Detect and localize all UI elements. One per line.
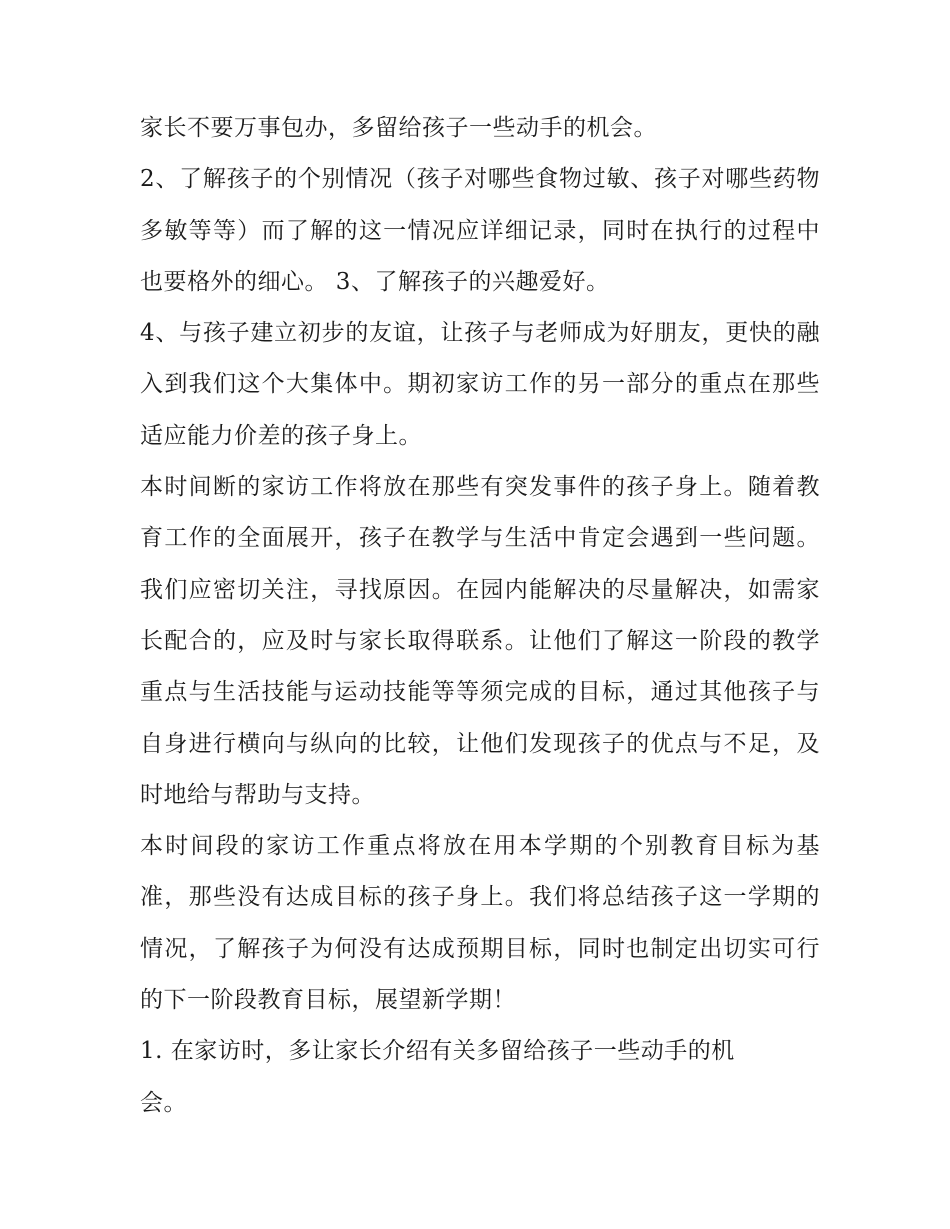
paragraph-5: 本时间段的家访工作重点将放在用本学期的个别教育目标为基准，那些没有达成目标的孩子身上。我们将总结孩子这一学期的情况，了解孩子为何没有达成预期目标，同时也制定出切实可行的下一阶段教育目标，展望新学期！	[140, 833, 820, 1014]
paragraph-3: 4、与孩子建立初步的友谊，让孩子与老师成为好朋友，更快的融入到我们这个大集体中。期初家访工作的另一部分的重点在那些适应能力价差的孩子身上。	[140, 320, 820, 449]
paragraph-2: 2、了解孩子的个别情况（孩子对哪些食物过敏、孩子对哪些药物多敏等等）而了解的这一情况应详细记录，同时在执行的过程中也要格外的细心。 3、了解孩子的兴趣爱好。	[140, 166, 820, 295]
paragraph-4: 本时间断的家访工作将放在那些有突发事件的孩子身上。随着教育工作的全面展开，孩子在教学与生活中肯定会遇到一些问题。我们应密切关注，寻找原因。在园内能解决的尽量解决，如需家长配合的，应及时与家长取得联系。让他们了解这一阶段的教学重点与生活技能与运动技能等等须完成的目标，通过其他孩子与自身进行横向与纵向的比较，让他们发现孩子的优点与不足，及时地给与帮助与支持。	[140, 474, 820, 808]
paragraph-1: 家长不要万事包办，多留给孩子一些动手的机会。	[140, 115, 657, 141]
document-body	[140, 103, 820, 1129]
paragraph-6: 1. 在家访时，多让家长介绍有关多留给孩子一些动手的机会。	[140, 1038, 735, 1116]
